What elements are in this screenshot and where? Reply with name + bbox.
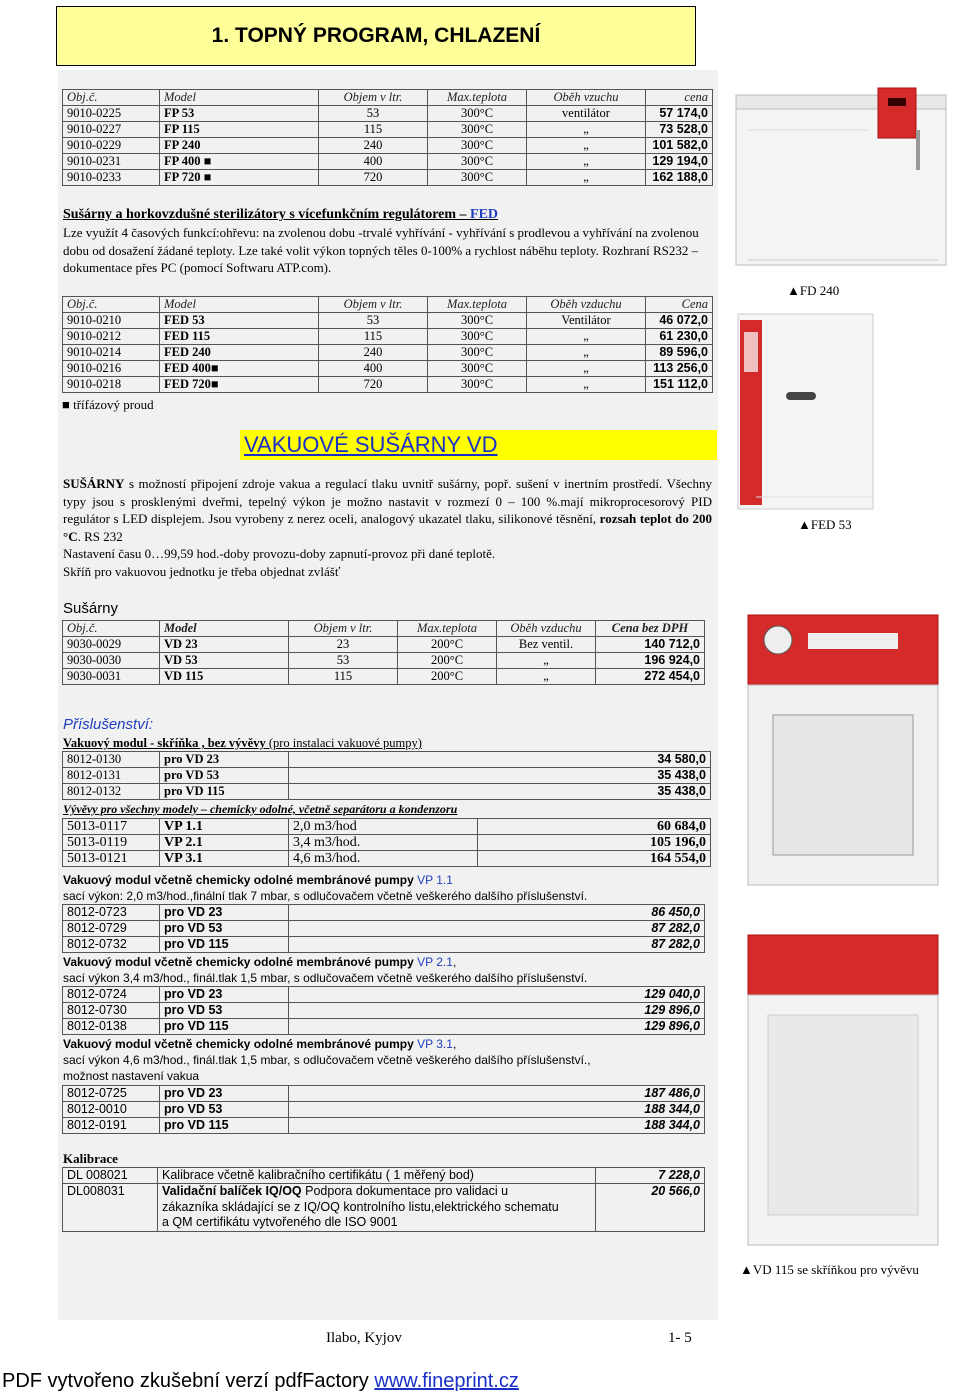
table-row bbox=[63, 835, 711, 851]
table-cell: 9010-0227 bbox=[63, 122, 160, 138]
table-cell: 60 684,0 bbox=[478, 819, 711, 835]
table-cell: 300°C bbox=[428, 154, 527, 170]
table-row bbox=[63, 784, 711, 800]
table-cell: 5013-0117 bbox=[63, 819, 160, 835]
table-cell: 23 bbox=[289, 637, 398, 653]
table-header-cell: Oběh vzuchu bbox=[527, 90, 646, 106]
table-cell: 129 896,0 bbox=[289, 1003, 705, 1019]
table-cell: 240 bbox=[319, 138, 428, 154]
table-header-cell: Objem v ltr. bbox=[319, 90, 428, 106]
table-cell: 34 580,0 bbox=[289, 752, 711, 768]
table-cell: pro VD 23 bbox=[160, 752, 289, 768]
table-header-cell: Objem v ltr. bbox=[289, 621, 398, 637]
footer-company: Ilabo, Kyjov bbox=[326, 1330, 402, 1346]
table-cell: 400 bbox=[319, 361, 428, 377]
table-cell: VP 3.1 bbox=[160, 851, 289, 867]
table-cell: 9030-0030 bbox=[63, 653, 160, 669]
table-header-row bbox=[63, 297, 713, 313]
vd-price-table bbox=[62, 620, 705, 685]
pumps-price-table bbox=[62, 818, 711, 867]
table-cell: FP 115 bbox=[160, 122, 319, 138]
fp-price-table bbox=[62, 89, 713, 186]
table-header-cell: Cena bez DPH bbox=[596, 621, 705, 637]
table-cell: 113 256,0 bbox=[646, 361, 713, 377]
pdf-watermark bbox=[2, 1370, 519, 1393]
table-cell: 9010-0233 bbox=[63, 170, 160, 186]
table-cell: 9010-0231 bbox=[63, 154, 160, 170]
three-phase-note: ■ třífázový proud bbox=[62, 397, 154, 412]
val-desc bbox=[158, 1184, 596, 1232]
table-row bbox=[63, 377, 713, 393]
table-row bbox=[63, 637, 705, 653]
table-cell: pro VD 23 bbox=[160, 905, 289, 921]
table-cell: FP 240 bbox=[160, 138, 319, 154]
table-cell: pro VD 115 bbox=[160, 937, 289, 953]
vp31-price-table bbox=[62, 1085, 705, 1134]
val-desc-bold: Validační balíček IQ/OQ bbox=[162, 1184, 302, 1198]
table-row bbox=[63, 819, 711, 835]
val-desc-2: zákazníka skládající se z IQ/OQ kontrolního listu,elektrického schematu bbox=[162, 1199, 559, 1214]
table-cell: 89 596,0 bbox=[646, 345, 713, 361]
table-row bbox=[63, 313, 713, 329]
table-cell: 196 924,0 bbox=[596, 653, 705, 669]
table-cell: „ bbox=[527, 122, 646, 138]
fed53-image bbox=[736, 312, 876, 512]
table-cell: 9030-0029 bbox=[63, 637, 160, 653]
table-cell: 300°C bbox=[428, 329, 527, 345]
table-cell: 300°C bbox=[428, 345, 527, 361]
table-cell: 86 450,0 bbox=[289, 905, 705, 921]
table-row bbox=[63, 653, 705, 669]
vacuum-desc-lead: SUŠÁRNY bbox=[63, 476, 125, 491]
table-row bbox=[63, 937, 705, 953]
table-cell: 129 040,0 bbox=[289, 987, 705, 1003]
fd240-caption: ▲FD 240 bbox=[787, 283, 840, 298]
table-header-cell: Cena bbox=[646, 297, 713, 313]
table-cell: „ bbox=[527, 361, 646, 377]
table-cell: 53 bbox=[319, 313, 428, 329]
vp21-price-table bbox=[62, 986, 705, 1035]
table-cell: 129 194,0 bbox=[646, 154, 713, 170]
table-header-row bbox=[63, 621, 705, 637]
fd240-image bbox=[728, 70, 958, 275]
table-cell: 61 230,0 bbox=[646, 329, 713, 345]
fed-heading bbox=[63, 207, 498, 223]
accessories-heading: Příslušenství: bbox=[63, 716, 154, 733]
vp21-heading-text: Vakuový modul včetně chemicky odolné membránové pumpy bbox=[63, 955, 414, 969]
table-cell: 300°C bbox=[428, 138, 527, 154]
table-cell: 9010-0216 bbox=[63, 361, 160, 377]
table-row bbox=[63, 1019, 705, 1035]
table-row bbox=[63, 1003, 705, 1019]
table-cell: 53 bbox=[289, 653, 398, 669]
val-desc-1: Podpora dokumentace pro validaci u bbox=[301, 1184, 509, 1198]
table-cell: 8012-0132 bbox=[63, 784, 160, 800]
dryers-heading: Sušárny bbox=[63, 600, 119, 617]
table-cell: 240 bbox=[319, 345, 428, 361]
table-row bbox=[63, 1102, 705, 1118]
table-cell: 164 554,0 bbox=[478, 851, 711, 867]
table-cell: FED 115 bbox=[160, 329, 319, 345]
table-cell: 9030-0031 bbox=[63, 669, 160, 685]
module-heading-bold: Vakuový modul - skříňka , bez vývěvy bbox=[63, 736, 266, 750]
table-cell: Bez ventil. bbox=[497, 637, 596, 653]
table-cell: 87 282,0 bbox=[289, 937, 705, 953]
table-header-cell: Max.teplota bbox=[398, 621, 497, 637]
table-cell: 5013-0121 bbox=[63, 851, 160, 867]
vp31-heading bbox=[63, 1037, 456, 1051]
table-cell: 5013-0119 bbox=[63, 835, 160, 851]
table-cell: pro VD 23 bbox=[160, 987, 289, 1003]
module-heading bbox=[63, 736, 422, 751]
table-cell: VD 53 bbox=[160, 653, 289, 669]
table-cell: „ bbox=[527, 345, 646, 361]
table-header-cell: Oběh vzduchu bbox=[497, 621, 596, 637]
table-cell: „ bbox=[527, 329, 646, 345]
table-cell: 300°C bbox=[428, 106, 527, 122]
pumps-heading: Vývěvy pro všechny modely – chemicky odolné, včetně separátoru a kondenzoru bbox=[63, 802, 458, 816]
table-header-cell: Objem v ltr. bbox=[319, 297, 428, 313]
table-header-row bbox=[63, 90, 713, 106]
table-cell: 57 174,0 bbox=[646, 106, 713, 122]
table-cell: pro VD 53 bbox=[160, 1102, 289, 1118]
calibration-heading: Kalibrace bbox=[63, 1151, 118, 1166]
table-cell: 2,0 m3/hod bbox=[289, 819, 478, 835]
table-cell: pro VD 115 bbox=[160, 1118, 289, 1134]
vacuum-desc-cabinet: Skříň pro vakuovou jednotku je třeba objednat zvlášť bbox=[63, 563, 341, 579]
table-cell: 8012-0725 bbox=[63, 1086, 160, 1102]
table-cell: 8012-0724 bbox=[63, 987, 160, 1003]
table-cell: 272 454,0 bbox=[596, 669, 705, 685]
vp31-desc2: možnost nastavení vakua bbox=[63, 1069, 200, 1083]
vp21-desc: sací výkon 3,4 m3/hod., finál.tlak 1,5 mbar, s odlučovačem včetně veškerého dalšího příslušenství. bbox=[63, 971, 588, 985]
table-cell: VD 115 bbox=[160, 669, 289, 685]
module-price-table bbox=[62, 751, 711, 800]
vp11-price-table bbox=[62, 904, 705, 953]
watermark-text: PDF vytvořeno zkušební verzí pdfFactory bbox=[2, 1370, 375, 1392]
table-cell: pro VD 53 bbox=[160, 921, 289, 937]
table-cell: FED 240 bbox=[160, 345, 319, 361]
fed-price-table bbox=[62, 296, 713, 393]
table-cell: 129 896,0 bbox=[289, 1019, 705, 1035]
table-cell: FED 400■ bbox=[160, 361, 319, 377]
table-cell: 4,6 m3/hod. bbox=[289, 851, 478, 867]
table-row bbox=[63, 154, 713, 170]
table-cell: VD 23 bbox=[160, 637, 289, 653]
page-title: 1. TOPNÝ PROGRAM, CHLAZENÍ bbox=[56, 6, 696, 66]
table-row bbox=[63, 921, 705, 937]
table-cell: 8012-0723 bbox=[63, 905, 160, 921]
table-cell: 187 486,0 bbox=[289, 1086, 705, 1102]
table-row bbox=[63, 170, 713, 186]
vp31-desc: sací výkon 4,6 m3/hod., finál.tlak 1,5 mbar, s odlučovačem včetně veškerého dalšího příslušenství., bbox=[63, 1053, 591, 1067]
cal-price: 7 228,0 bbox=[596, 1168, 705, 1184]
table-cell: 101 582,0 bbox=[646, 138, 713, 154]
table-cell: 300°C bbox=[428, 170, 527, 186]
table-cell: 140 712,0 bbox=[596, 637, 705, 653]
table-row bbox=[63, 106, 713, 122]
table-cell: „ bbox=[527, 138, 646, 154]
table-cell: 53 bbox=[319, 106, 428, 122]
calibration-row bbox=[63, 1168, 705, 1184]
table-cell: 73 528,0 bbox=[646, 122, 713, 138]
fed53-caption: ▲FED 53 bbox=[798, 517, 852, 532]
table-cell: 9010-0225 bbox=[63, 106, 160, 122]
table-header-cell: Max.teplota bbox=[428, 90, 527, 106]
table-cell: 400 bbox=[319, 154, 428, 170]
table-header-cell: Obj.č. bbox=[63, 297, 160, 313]
table-cell: „ bbox=[497, 669, 596, 685]
vp11-heading-text: Vakuový modul včetně chemicky odolné membránové pumpy bbox=[63, 873, 414, 887]
vp21-pump: VP 2.1 bbox=[417, 955, 453, 969]
table-cell: 8012-0130 bbox=[63, 752, 160, 768]
vd115-caption: ▲VD 115 se skříňkou pro vývěvu bbox=[740, 1262, 919, 1277]
vacuum-desc-time: Nastavení času 0…99,59 hod.-doby provozu-doby zapnutí-provoz při dané teplotě. bbox=[63, 546, 496, 561]
table-cell: 115 bbox=[289, 669, 398, 685]
table-cell: 105 196,0 bbox=[478, 835, 711, 851]
vp11-desc: sací výkon: 2,0 m3/hod.,finální tlak 7 mbar, s odlučovačem včetně veškerého dalšího příslušenství. bbox=[63, 889, 588, 903]
table-cell: 9010-0214 bbox=[63, 345, 160, 361]
table-cell: 188 344,0 bbox=[289, 1118, 705, 1134]
vp31-heading-text: Vakuový modul včetně chemicky odolné membránové pumpy bbox=[63, 1037, 414, 1051]
table-cell: 8012-0131 bbox=[63, 768, 160, 784]
table-cell: pro VD 23 bbox=[160, 1086, 289, 1102]
vacuum-description bbox=[63, 475, 712, 580]
table-cell: 35 438,0 bbox=[289, 768, 711, 784]
table-cell: pro VD 53 bbox=[160, 768, 289, 784]
cal-desc: Kalibrace včetně kalibračního certifikátu ( 1 měřený bod) bbox=[158, 1168, 596, 1184]
vacuum-desc-temp: rozsah teplot do 200 °C bbox=[63, 511, 712, 544]
table-cell: 8012-0730 bbox=[63, 1003, 160, 1019]
vp11-heading bbox=[63, 873, 453, 887]
table-cell: ventilátor bbox=[527, 106, 646, 122]
table-cell: 8012-0732 bbox=[63, 937, 160, 953]
fed-heading-text: Sušárny a horkovzdušné sterilizátory s vícefunkčním regulátorem – bbox=[63, 207, 467, 222]
table-cell: 9010-0229 bbox=[63, 138, 160, 154]
calibration-table bbox=[62, 1167, 705, 1232]
table-row bbox=[63, 752, 711, 768]
table-cell: 720 bbox=[319, 377, 428, 393]
watermark-link[interactable]: www.fineprint.cz bbox=[374, 1370, 519, 1392]
table-header-cell: Model bbox=[160, 621, 289, 637]
table-cell: 8012-0010 bbox=[63, 1102, 160, 1118]
fed-description: Lze využít 4 časových funkcí:ohřevu: na zvolenou dobu -trvalé vyhřívání - vyhřívání s prodlevou a vyhřívání na zvolenou dobu od dosažení žádané teploty. Lze také volit výkon topných těles 0-100% a rychlost náběhu teploty. Rozhraní RS232 – dokumentace přes PC (pomocí Softwaru ATP.com). bbox=[63, 225, 699, 275]
table-cell: 300°C bbox=[428, 313, 527, 329]
table-cell: pro VD 115 bbox=[160, 784, 289, 800]
table-cell: 35 438,0 bbox=[289, 784, 711, 800]
table-row bbox=[63, 1086, 705, 1102]
table-cell: 300°C bbox=[428, 122, 527, 138]
table-cell: 115 bbox=[319, 329, 428, 345]
table-cell: 8012-0191 bbox=[63, 1118, 160, 1134]
module-heading-suffix: (pro instalaci vakuové pumpy) bbox=[265, 736, 422, 750]
table-row bbox=[63, 361, 713, 377]
table-cell: 162 188,0 bbox=[646, 170, 713, 186]
val-desc-3: a QM certifikátu vytvořeného dle ISO 9001 bbox=[162, 1215, 398, 1229]
table-cell: 200°C bbox=[398, 637, 497, 653]
table-cell: „ bbox=[527, 377, 646, 393]
table-cell: 3,4 m3/hod. bbox=[289, 835, 478, 851]
val-price: 20 566,0 bbox=[596, 1184, 705, 1232]
table-cell: 188 344,0 bbox=[289, 1102, 705, 1118]
table-header-cell: Obj.č. bbox=[63, 621, 160, 637]
table-row bbox=[63, 851, 711, 867]
table-cell: FED 720■ bbox=[160, 377, 319, 393]
table-cell: 200°C bbox=[398, 669, 497, 685]
table-cell: 720 bbox=[319, 170, 428, 186]
vp21-suffix: , bbox=[452, 955, 457, 969]
table-cell: 46 072,0 bbox=[646, 313, 713, 329]
table-cell: 115 bbox=[319, 122, 428, 138]
table-header-cell: Model bbox=[160, 297, 319, 313]
table-cell: FP 400 ■ bbox=[160, 154, 319, 170]
val-code: DL008031 bbox=[63, 1184, 158, 1232]
table-row bbox=[63, 329, 713, 345]
table-cell: 9010-0210 bbox=[63, 313, 160, 329]
table-row bbox=[63, 138, 713, 154]
vacuum-desc-rs232: . RS 232 bbox=[77, 528, 123, 544]
table-row bbox=[63, 122, 713, 138]
fed-heading-tag: FED bbox=[470, 207, 499, 222]
validation-row bbox=[63, 1184, 705, 1232]
table-cell: 87 282,0 bbox=[289, 921, 705, 937]
table-cell: 8012-0729 bbox=[63, 921, 160, 937]
table-cell: VP 1.1 bbox=[160, 819, 289, 835]
vp21-heading bbox=[63, 955, 456, 969]
table-cell: FED 53 bbox=[160, 313, 319, 329]
vp31-suffix: , bbox=[452, 1037, 457, 1051]
table-cell: „ bbox=[527, 154, 646, 170]
footer-page: 1- 5 bbox=[668, 1330, 692, 1346]
table-header-cell: Obj.č. bbox=[63, 90, 160, 106]
table-cell: 9010-0212 bbox=[63, 329, 160, 345]
table-row bbox=[63, 905, 705, 921]
table-header-cell: cena bbox=[646, 90, 713, 106]
table-cell: Ventilátor bbox=[527, 313, 646, 329]
vp31-pump: VP 3.1 bbox=[417, 1037, 453, 1051]
table-row bbox=[63, 1118, 705, 1134]
vp11-pump: VP 1.1 bbox=[417, 873, 453, 887]
table-cell: 200°C bbox=[398, 653, 497, 669]
table-header-cell: Max.teplota bbox=[428, 297, 527, 313]
vd115-image bbox=[738, 605, 950, 1260]
table-row bbox=[63, 669, 705, 685]
table-header-cell: Oběh vzduchu bbox=[527, 297, 646, 313]
table-row bbox=[63, 987, 705, 1003]
vacuum-dryers-banner: VAKUOVÉ SUŠÁRNY VD bbox=[240, 430, 717, 460]
table-header-cell: Model bbox=[160, 90, 319, 106]
table-row bbox=[63, 345, 713, 361]
table-cell: FP 53 bbox=[160, 106, 319, 122]
table-cell: 151 112,0 bbox=[646, 377, 713, 393]
table-cell: „ bbox=[497, 653, 596, 669]
cal-code: DL 008021 bbox=[63, 1168, 158, 1184]
table-cell: VP 2.1 bbox=[160, 835, 289, 851]
vacuum-desc-text: s možností připojení zdroje vakua a regulací tlaku uvnitř sušárny, popř. sušení v inertním prostředí. Všechny typy jsou s prosklenými dveřmi, tepelný výkon je možno nastavit v rozmezí 0 – 100 %.mají mikroprocesorový PID regulátor s LED displejem. Jsou vyrobeny z nerez oceli, analogový ukazatel tlaku, silikonové těsnění, bbox=[63, 476, 712, 526]
table-row bbox=[63, 768, 711, 784]
table-cell: 9010-0218 bbox=[63, 377, 160, 393]
table-cell: 300°C bbox=[428, 377, 527, 393]
table-cell: pro VD 53 bbox=[160, 1003, 289, 1019]
table-cell: „ bbox=[527, 170, 646, 186]
table-cell: FP 720 ■ bbox=[160, 170, 319, 186]
table-cell: 300°C bbox=[428, 361, 527, 377]
table-cell: pro VD 115 bbox=[160, 1019, 289, 1035]
table-cell: 8012-0138 bbox=[63, 1019, 160, 1035]
